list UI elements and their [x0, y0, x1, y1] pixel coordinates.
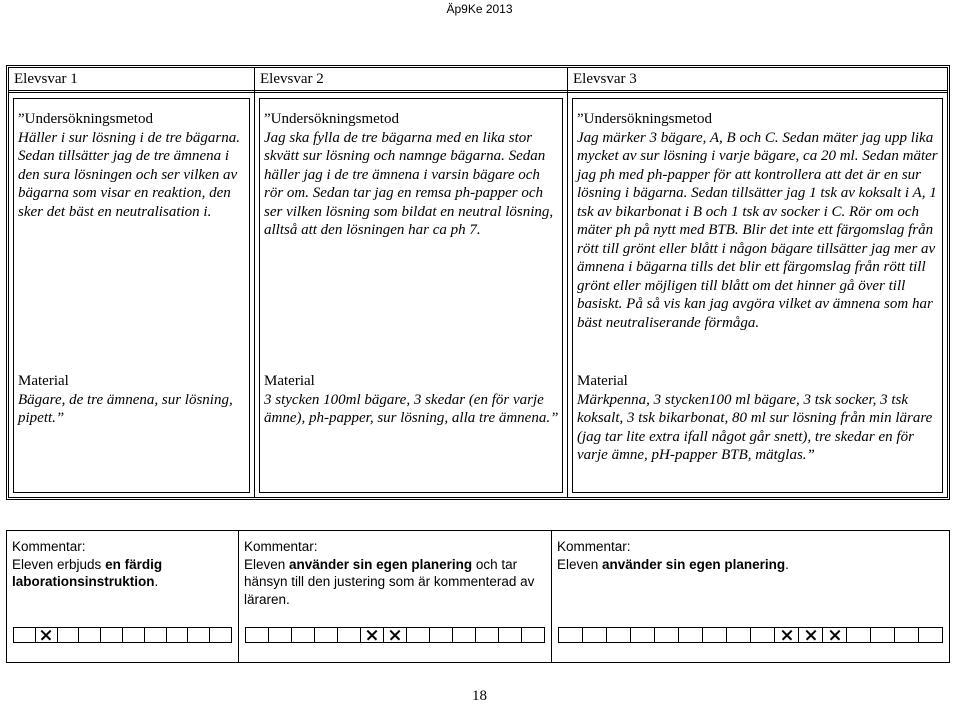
grade-cell	[630, 627, 655, 643]
grade-cell	[268, 627, 292, 643]
answer-column-2	[254, 68, 567, 497]
grade-cell	[100, 627, 123, 643]
page-number: 18	[472, 688, 487, 704]
grade-scale	[558, 627, 943, 643]
grade-cell	[894, 627, 919, 643]
comment-emphasis: använder sin egen planering	[602, 556, 786, 572]
grade-cell	[475, 627, 499, 643]
comment-label: Kommentar:	[557, 539, 631, 554]
grade-cell	[452, 627, 476, 643]
grade-cell	[521, 627, 545, 643]
grade-cell	[582, 627, 607, 643]
teacher-comments-table	[6, 530, 950, 663]
method-text: Häller i sur lösning i de tre bägarna. Sedan tillsätter jag de tre ämnena i den sura lösningen och ser vilken av bägarna som visar en reaktion, den sker det bäst en neutralisation i.	[18, 129, 240, 220]
grade-cell	[122, 627, 145, 643]
comment-label: Kommentar:	[244, 539, 318, 554]
method-text: Jag ska fylla de tre bägarna med en lika stor skvätt sur lösning och namnge bägarna. Sedan häller jag i de tre ämnena i varsin bägare och rör om. Sedan tar jag en remsa ph-papper och ser vilken lösning som bildat en neutral lösning, alltså att den lösningen har ca ph 7.	[264, 129, 554, 238]
grade-cell	[144, 627, 167, 643]
method-text: Jag märker 3 bägare, A, B och C. Sedan mäter jag upp lika mycket av sur lösning i varje bägare, ca 20 ml. Sedan mäter jag ph med ph-papper för att kontrollera att det är en sur lösning i bägarna. Sedan tillsätter jag 1 tsk av koksalt i A, 1 tsk av bikarbonat i B och 1 tsk av socker i C. Rör om och mäter ph på nytt med BTB. Blir det inte ett färgomslag från rött till grönt eller blått i någon bägare tillsätter jag mer av ämnena i bägarna tills det blir ett färgomslag från rött till grönt eller möjligen till blått om det hinner gå över till basiskt. På så vis kan jag avgöra vilket av ämnena som har bäst neutraliserande förmåga.	[577, 129, 938, 331]
grade-scale	[245, 627, 545, 643]
comment-text: Kommentar: Eleven erbjuds en färdig laborationsinstruktion.	[12, 539, 163, 589]
material-text: Bägare, de tre ämnena, sur lösning, pipett.”	[18, 391, 233, 426]
grade-cell	[337, 627, 361, 643]
grade-cell	[209, 627, 232, 643]
grade-cell	[726, 627, 751, 643]
material-section	[18, 372, 246, 428]
material-label: Material	[18, 373, 69, 389]
grade-cell	[702, 627, 727, 643]
grade-cell	[406, 627, 430, 643]
material-text: 3 stycken 100ml bägare, 3 skedar (en för varje ämne), ph-papper, sur lösning, alla tre ämnena.”	[264, 391, 559, 426]
method-label: ”Undersökningsmetod	[577, 111, 712, 127]
document-header-title: Äp9Ke 2013	[446, 2, 513, 16]
grade-cell	[918, 627, 943, 643]
grade-cell	[750, 627, 775, 643]
grade-cell	[846, 627, 871, 643]
method-section	[264, 110, 559, 240]
column-heading: Elevsvar 2	[255, 68, 567, 91]
material-section	[264, 372, 559, 428]
comment-emphasis: en färdig laborationsinstruktion	[12, 556, 163, 589]
method-section	[18, 110, 246, 221]
grade-cell-checked	[798, 627, 823, 643]
column-heading: Elevsvar 1	[9, 68, 254, 91]
method-section	[577, 110, 939, 332]
grade-cell	[314, 627, 338, 643]
student-answers-table	[6, 65, 950, 500]
grade-cell	[13, 627, 36, 643]
column-heading: Elevsvar 3	[568, 68, 947, 91]
grade-cell	[429, 627, 453, 643]
grade-cell-checked	[822, 627, 847, 643]
comment-label: Kommentar:	[12, 539, 86, 554]
grade-cell	[558, 627, 583, 643]
grade-cell	[166, 627, 189, 643]
grade-cell	[291, 627, 315, 643]
grade-scale	[13, 627, 232, 643]
answer-column-3	[567, 68, 947, 497]
comment-text: Kommentar: Eleven använder sin egen planering och tar hänsyn till den justering som är kommenterad av läraren.	[244, 539, 535, 607]
grade-cell-checked	[774, 627, 799, 643]
comment-column-2	[238, 531, 551, 662]
grade-cell	[57, 627, 80, 643]
material-label: Material	[577, 373, 628, 389]
grade-cell	[498, 627, 522, 643]
comment-column-3	[551, 531, 949, 662]
material-section	[577, 372, 939, 465]
material-text: Märkpenna, 3 stycken100 ml bägare, 3 tsk socker, 3 tsk koksalt, 3 tsk bikarbonat, 80 ml sur lösning från min lärare (jag tar lite extra ifall något går snett), tre skedar en för varje ämne, pH-papper BTB, mätglas.”	[577, 391, 933, 463]
grade-cell	[187, 627, 210, 643]
grade-cell	[245, 627, 269, 643]
grade-cell	[606, 627, 631, 643]
comment-text: Kommentar: Eleven använder sin egen planering.	[557, 539, 789, 572]
grade-cell-checked	[383, 627, 407, 643]
material-label: Material	[264, 373, 315, 389]
comment-emphasis: använder sin egen planering	[289, 556, 473, 572]
comment-column-1	[7, 531, 238, 662]
answer-column-1	[9, 68, 254, 497]
grade-cell-checked	[35, 627, 58, 643]
method-label: ”Undersökningsmetod	[18, 111, 153, 127]
grade-cell	[654, 627, 679, 643]
grade-cell	[678, 627, 703, 643]
method-label: ”Undersökningsmetod	[264, 111, 399, 127]
grade-cell-checked	[360, 627, 384, 643]
grade-cell	[78, 627, 101, 643]
grade-cell	[870, 627, 895, 643]
